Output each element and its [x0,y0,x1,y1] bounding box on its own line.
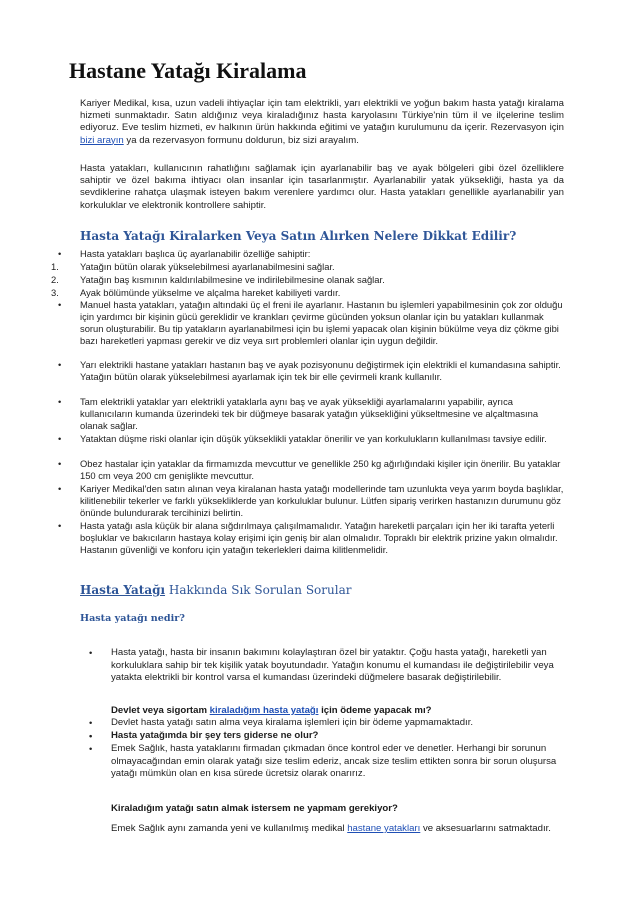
list-item [58,359,566,383]
bullet-marker: • [58,359,62,370]
faq-question-buy: Kiraladığım yatağı satın almak istersem ne yapmam gerekiyor? [111,803,398,814]
list-item-text: Yatağın baş kısmının kaldırılabilmesine ve indirilebilmesine olanak sağlar. [80,274,385,285]
hasta-yatagi-link[interactable]: Hasta Yatağı [80,583,166,597]
list-item-text: Devlet hasta yatağı satın alma veya kiralama işlemleri için bir ödeme yapmamaktadır. [111,717,474,728]
list-item-text: Hasta yatağı asla küçük bir alana sığdırılmaya çalışılmamalıdır. Yatağın hareketli parçaları için her iki tarafta yeterli boşluklar ve bakıcıların hastaya kolay erişimi için geniş bir alan olmalıdır. Topraklı bir elektrik prizine yakın olmalıdır. Hastanın güvenliği ve konforu için yatağın tekerlekleri daima kilitlenmelidir. [80,520,558,555]
list-item-text: Hasta yatağı, hasta bir insanın bakımını kolaylaştıran özel bir yataktır. Çoğu hasta yatağı, hareketli yan korkuluklara sahip bir tek kişilik yatak boyutundadır. Yatağın konumu el kumandası ile değiştirilebilir veya yatakta elektrikli bir kontrol varsa el kumandası üzerindeki düğmelere basarak değiştirilebilir. [111,647,554,684]
list-item-text: Manuel hasta yatakları, yatağın altındaki üç el freni ile ayarlanır. Hastanın bu işlemleri yapabilmesinin çok zor olduğu için yardımcı bir kişinin gücü gereklidir ve krankları çevirme gücünden yoksun olanlar için bu yatakları kullanmak sorun oluşturabilir. Bu tip yatakların ayarlanabilmesi için bu işlemi yapacak olan kişinin bükülme veya diz çökme gibi bazı hareketleri yapması gerekir ve diz veya sırt problemleri olanlar için uygun değildir. [80,299,563,346]
intro-text-end: ya da rezervasyon formunu doldurun, biz sizi arayalım. [123,134,359,146]
list-item-text: Kariyer Medikal'den satın alınan veya kiralanan hasta yatağı modellerinde tam uzunlukta veya yarım boyda başlıklar, kilitlenebilir tekerler ve farklı yüksekliklerde yan korkuluklar bulunur. Lütfen sipariş verirken hastanızın durumunu göz önünde bulundurarak tercihinizi belirtin. [80,483,564,518]
intro-text: Kariyer Medikal, kısa, uzun vadeli ihtiyaçlar için tam elektrikli, yarı elektrikli ve yoğun bakım hasta yatağı kiralama hizmeti sunmaktadır. Satın aldığınız veya kiraladığınız hasta karyolasını Türkiye'nin tüm il ve ilçelerine teslim ediyoruz. Eve teslim hizmeti, ev halkının ürün hakkında eğitimi ve yatağın kurulumunu da içerir. Rezervasyon için [80,98,564,134]
bullet-marker: • [58,396,62,407]
list-item-text: Emek Sağlık, hasta yataklarını firmadan çıkmadan önce kontrol eder ve denetler. Herhangi bir sorunun olmayacağından emin olarak yatağı size teslim ederiz, ancak size teslim ettikten sonra bir sorun oluşursa yatağı mümkün olan en kısa sürede ücretsiz olarak onarırız. [111,743,557,780]
list-item [89,743,563,781]
section-heading-faq [80,583,351,597]
number-marker: 3. [51,287,59,298]
list-item-text: Yarı elektrikli hastane yatakları hastanın baş ve ayak pozisyonunu değiştirmek için elektrikli el kumandasına sahiptir. Yatağın bütün olarak yükselebilmesi ayarlamak için tek bir elle çevirmeli krank kullanılır. [80,359,561,382]
list-item [58,458,566,482]
intro-paragraph-1 [80,98,564,147]
answer-text-end: ve aksesuarlarını satmaktadır. [420,823,551,834]
faq-question-insurance [111,705,563,717]
section-heading-buying-tips: Hasta Yatağı Kiralarken Veya Satın Alırken Nelere Dikkat Edilir? [80,229,517,243]
list-item [51,261,566,273]
bullet-marker: • [89,717,93,728]
bullet-marker: • [89,647,93,658]
list-item-text: Hasta yatakları başlıca üç ayarlanabilir özelliğe sahiptir: [80,248,311,259]
list-item [58,248,566,260]
bullet-marker: • [58,458,62,469]
list-item [58,520,566,556]
list-item-text: Tam elektrikli yataklar yarı elektrikli yataklarla aynı baş ve ayak yüksekliği ayarlamalarını yapabilir, ayrıca kullanıcıların kumanda üzerindeki tek bir düğmeye basarak yatağın yüksekliğini yükseltmesine ve alçaltmasına olanak sağlar. [80,396,539,431]
answer-text: Emek Sağlık aynı zamanda yeni ve kullanılmış medikal [111,823,348,834]
list-item-text: Yataktan düşme riski olanlar için düşük yükseklikli yataklar önerilir ve yan korkulukların kullanılması tavsiye edilir. [80,433,547,444]
call-us-link[interactable]: bizi arayın [80,134,124,146]
rented-bed-link[interactable]: kiraladığım hasta yatağı [209,705,319,716]
faq-subheading: Hasta yatağı nedir? [80,613,185,624]
list-item-text: Yatağın bütün olarak yükselebilmesi ayarlanabilmesini sağlar. [80,261,335,272]
faq-answer-buy [111,823,563,836]
list-item [51,274,566,286]
list-item [89,730,563,743]
bullet-marker: • [58,520,62,531]
page-title: Hastane Yatağı Kiralama [69,58,307,83]
list-item [58,396,566,432]
hospital-beds-link[interactable]: hastane yatakları [347,823,421,834]
list-item [89,647,563,685]
bullet-marker: • [58,483,62,494]
list-item [58,299,566,347]
number-marker: 2. [51,274,59,285]
bullet-marker: • [58,433,62,444]
list-item [58,433,566,445]
list-item [51,287,566,299]
bullet-marker: • [58,248,62,259]
list-item-text: Ayak bölümünde yükselme ve alçalma hareket kabiliyeti vardır. [80,287,341,298]
question-text: Devlet veya sigortam [111,705,210,716]
list-item [89,717,563,730]
bullet-marker: • [89,730,93,741]
bullet-marker: • [58,299,62,310]
list-item [58,483,566,519]
list-item-text: Obez hastalar için yataklar da firmamızda mevcuttur ve genellikle 250 kg ağırlığındaki kişiler için önerilir. Bu yataklar 150 cm veya 200 cm genişlikte mevcuttur. [80,458,561,481]
question-text-end: için ödeme yapacak mı? [318,705,432,716]
list-item-text: Hasta yatağımda bir şey ters giderse ne olur? [111,730,319,741]
intro-paragraph-2: Hasta yatakları, kullanıcının rahatlığını sağlamak için ayarlanabilir baş ve ayak bölgeleri gibi özel özelliklere sahiptir ve özel bakıma ihtiyacı olan insanlar için tasarlanmıştır. Ayarlanabilir yatak yüksekliği, hasta ya da sevdiklerine rahatça ulaşmak isteyen bakım verenlere yardımcı olur. Hasta yatakları genellikle ayarlanabilir yan korkuluklar ve elektronik kontrollere sahiptir. [80,163,564,211]
faq-heading-text: Hakkında Sık Sorulan Sorular [165,583,352,597]
number-marker: 1. [51,261,59,272]
bullet-marker: • [89,743,93,754]
